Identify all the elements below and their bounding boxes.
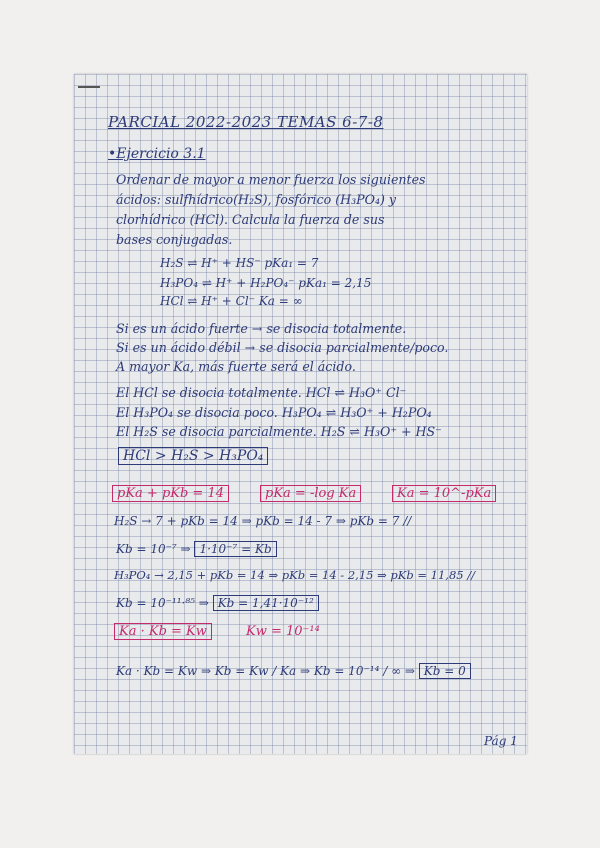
equilibrium-h2s: H₂S ⇌ H⁺ + HS⁻ pKa₁ = 7 bbox=[160, 256, 319, 270]
formula-pka-pkb: pKa + pKb = 14 bbox=[112, 485, 229, 502]
dissociation-hcl: El HCl se disocia totalmente. HCl ⇌ H₃O⁺ Cl⁻ bbox=[116, 385, 407, 400]
statement-line-3: clorhídrico (HCl). Calcula la fuerza de sus bbox=[116, 212, 385, 227]
formula-ka-power: Ka = 10^-pKa bbox=[392, 485, 496, 502]
margin-mark bbox=[78, 86, 100, 88]
acid-order-result: HCl > H₂S > H₃PO₄ bbox=[118, 447, 268, 465]
exercise-label: •Ejercicio 3.1 bbox=[108, 146, 206, 162]
page-number: Pág 1 bbox=[484, 734, 518, 748]
note-strong-acid: Si es un ácido fuerte → se disocia totalmente. bbox=[116, 321, 407, 336]
h2s-kb-lhs: Kb = 10⁻⁷ ⇒ bbox=[116, 542, 191, 556]
formula-pka-log: pKa = -log Ka bbox=[260, 485, 361, 502]
hcl-kb-result: Kb = 0 bbox=[419, 663, 471, 679]
kw-value: Kw = 10⁻¹⁴ bbox=[246, 624, 320, 639]
h2s-pkb-calc: H₂S → 7 + pKb = 14 ⇒ pKb = 14 - 7 ⇒ pKb = 7 // bbox=[114, 514, 412, 528]
statement-line-1: Ordenar de mayor a menor fuerza los siguientes bbox=[116, 172, 426, 187]
hcl-kb-calc: Ka · Kb = Kw ⇒ Kb = Kw / Ka ⇒ Kb = 10⁻¹⁴ / ∞ ⇒ bbox=[116, 664, 415, 678]
statement-line-2: ácidos: sulfhídrico(H₂S), fosfórico (H₃PO₄) y bbox=[116, 192, 397, 207]
note-weak-acid: Si es un ácido débil → se disocia parcialmente/poco. bbox=[116, 340, 449, 355]
h2s-kb-result: 1·10⁻⁷ = Kb bbox=[194, 541, 276, 557]
formula-ka-kb-kw: Ka · Kb = Kw bbox=[114, 623, 212, 640]
exam-title: PARCIAL 2022-2023 TEMAS 6-7-8 bbox=[108, 113, 384, 131]
h3po4-kb-result: Kb = 1,41·10⁻¹² bbox=[213, 595, 319, 611]
equilibrium-h3po4: H₃PO₄ ⇌ H⁺ + H₂PO₄⁻ pKa₁ = 2,15 bbox=[160, 276, 372, 290]
statement-line-4: bases conjugadas. bbox=[116, 232, 233, 247]
h3po4-kb-lhs: Kb = 10⁻¹¹·⁸⁵ ⇒ bbox=[116, 596, 209, 610]
equilibrium-hcl: HCl ⇌ H⁺ + Cl⁻ Ka = ∞ bbox=[160, 294, 303, 308]
dissociation-h3po4: El H₃PO₄ se disocia poco. H₃PO₄ ⇌ H₃O⁺ + H₂PO₄ bbox=[116, 405, 432, 420]
h3po4-pkb-calc: H₃PO₄ → 2,15 + pKb = 14 ⇒ pKb = 14 - 2,15 ⇒ pKb = 11,85 // bbox=[114, 568, 475, 582]
note-ka-strength: A mayor Ka, más fuerte será el ácido. bbox=[116, 359, 356, 374]
dissociation-h2s: El H₂S se disocia parcialmente. H₂S ⇌ H₃O⁺ + HS⁻ bbox=[116, 424, 442, 439]
